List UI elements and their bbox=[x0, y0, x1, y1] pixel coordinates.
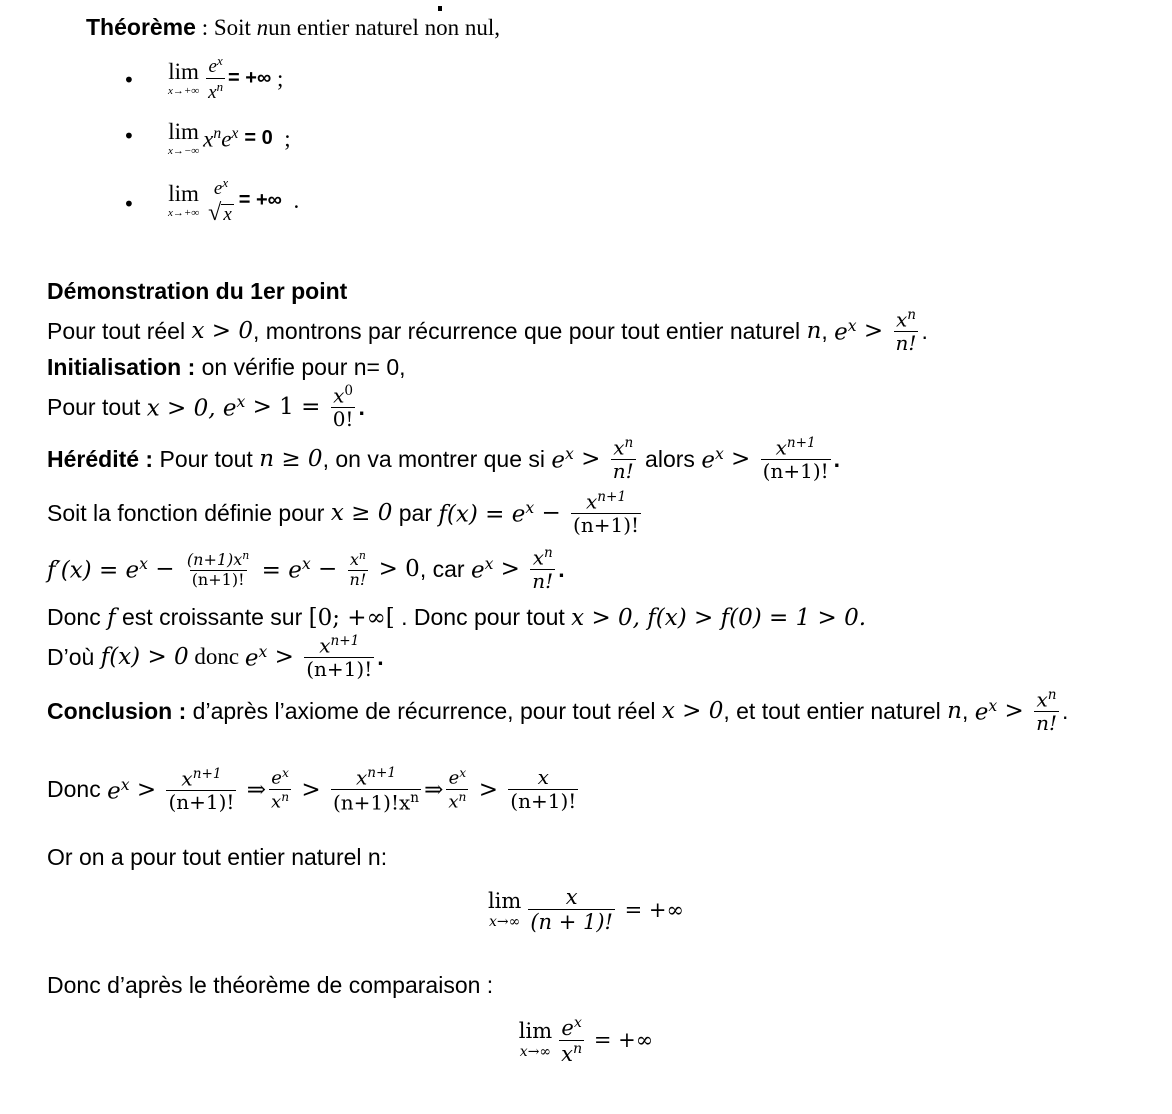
function-definition-line: Soit la fonction définie pour x ≥ 0 par $f(x) = e^x$ − $\frac{x^{n+1}}{(n+1)!}$ bbox=[47, 489, 640, 538]
math-expr: x > 0, $e^x$ bbox=[146, 392, 246, 423]
fraction: $\frac{x^n}{n!}$ bbox=[532, 545, 554, 594]
theorem-limit-3: lim x→+∞ $e^x$ √ x = +∞ . bbox=[168, 175, 300, 227]
fraction: $\frac{x^0}{0!}$ bbox=[332, 383, 354, 432]
bullet: • bbox=[123, 68, 135, 92]
fraction: $\frac{x}{(n+1)!}$ bbox=[510, 765, 577, 814]
theorem-header bbox=[86, 14, 500, 41]
fraction: $\frac{x^n}{n!}$ bbox=[612, 435, 634, 484]
proof-heading: Démonstration du 1er point bbox=[47, 278, 348, 304]
fraction: $\frac{x^{n+1}}{(n+1)!}$ bbox=[306, 633, 373, 682]
lim-word: lim bbox=[168, 119, 199, 144]
heredite-line: Hérédité : Pour tout n ≥ 0 , on va montrer que si $e^x$ > $\frac{x^n}{n!}$ alors $e^x$ > $\frac{x^{n+1}}{(n+1)!}$ . bbox=[47, 435, 841, 484]
heredite-label: Hérédité : bbox=[47, 445, 154, 472]
math-expr: $e^x$ bbox=[834, 316, 857, 347]
theorem-intro-rest: un entier naturel non nul, bbox=[268, 14, 501, 40]
proof-line-1: Pour tout réel x > 0 , montrons par récurrence que pour tout entier naturel n , $e^x$ > $\frac{x^n}{n!}$ . bbox=[47, 307, 928, 356]
initialisation-line: Initialisation : on vérifie pour n= 0, bbox=[47, 354, 406, 380]
fraction: $e^x$ √ x bbox=[208, 175, 232, 227]
lim-subscript: x→−∞ bbox=[168, 145, 200, 157]
theorem-label: Théorème bbox=[86, 14, 196, 40]
sqrt-symbol: √ bbox=[208, 200, 222, 227]
lim-subscript: x→∞ bbox=[519, 1044, 552, 1061]
or-line: Or on a pour tout entier naturel n: bbox=[47, 844, 388, 870]
fraction: $\frac{x^n}{n!}$ bbox=[1036, 687, 1057, 736]
comparison-line: Donc d’après le théorème de comparaison : bbox=[47, 972, 494, 998]
lim-word: lim bbox=[518, 1019, 553, 1044]
lim-word: lim bbox=[168, 59, 199, 85]
lim-subscript: x→+∞ bbox=[168, 207, 200, 220]
limit-result: = +∞ bbox=[228, 67, 272, 90]
derivative-line: $f'(x) = e^x$ − $\frac{(n+1)x^n}{(n+1)!}$ = $e^x$ − $\frac{x^n}{n!}$ > 0 , car $e^x$ > $\frac{x^n}{n!}$ . bbox=[47, 545, 565, 594]
fraction: $\frac{e^x}{x^n}$ bbox=[271, 765, 290, 814]
conclusion-label: Conclusion : bbox=[47, 697, 187, 724]
theorem-intro: : Soit bbox=[195, 14, 257, 40]
fraction: $\frac{x^n}{n!}$ bbox=[895, 307, 917, 356]
dou-line: D’où f(x) > 0 donc $e^x$ > $\frac{x^{n+1}}{(n+1)!}$ . bbox=[47, 633, 384, 682]
theorem-limit-2: lim x→−∞ $x^ne^x$ = 0 ; bbox=[168, 119, 291, 157]
fraction: $\frac{x^{n+1}}{(n+1)!}$ bbox=[573, 489, 640, 538]
theorem-limit-1: lim x→+∞ $\frac{e^x}{x^n}$ = +∞ ; bbox=[168, 53, 284, 104]
increasing-line: Donc f est croissante sur [0; +∞[ . Donc pour tout x > 0, f(x) > f(0) = 1 > 0. bbox=[47, 604, 867, 631]
top-mark bbox=[438, 6, 442, 11]
theorem-var: n bbox=[256, 14, 269, 40]
fraction: $\frac{(n+1)x^n}{(n+1)!}$ bbox=[186, 548, 250, 589]
lim-word: lim bbox=[487, 888, 522, 913]
initialisation-line-2: Pour tout x > 0, $e^x$ > 1 = $\frac{x^0}{0!}$ . bbox=[47, 383, 365, 432]
lim-word: lim bbox=[168, 181, 199, 207]
fraction: $\frac{x}{(n + 1)!}$ bbox=[530, 885, 613, 935]
fraction: $\frac{e^x}{x^n}$ bbox=[448, 765, 467, 814]
initialisation-label: Initialisation : bbox=[47, 354, 196, 380]
fraction: $\frac{x^{n+1}}{(n+1)!x^n}$ bbox=[333, 765, 420, 815]
limit-expr: $x^ne^x$ bbox=[203, 124, 239, 152]
limit-display-2: lim x→∞ $\frac{e^x}{x^n}$ = +∞ bbox=[518, 1015, 654, 1066]
limit-result: = +∞ bbox=[238, 189, 282, 212]
fraction: $\frac{x^{n+1}}{(n+1)!}$ bbox=[168, 765, 235, 815]
lim-subscript: x→+∞ bbox=[168, 85, 200, 98]
fraction: $\frac{x^{n+1}}{(n+1)!}$ bbox=[762, 435, 829, 484]
fraction: $\frac{e^x}{x^n}$ bbox=[561, 1015, 583, 1066]
lim-subscript: x→∞ bbox=[488, 913, 521, 930]
bullet: • bbox=[123, 124, 135, 148]
limit-display-1: lim x→∞ $\frac{x}{(n + 1)!}$ = +∞ bbox=[487, 885, 685, 935]
donc-implication-line: Donc $e^x$ > $\frac{x^{n+1}}{(n+1)!}$ ⇒ $\frac{e^x}{x^n}$ > $\frac{x^{n+1}}{(n+1)!x^n}$ ⇒ $\frac{e^x}{x^n}$ > $\frac{x}{(n+1)!}$ bbox=[47, 765, 577, 815]
bullet: • bbox=[123, 192, 135, 216]
limit-result: = 0 bbox=[244, 127, 273, 149]
fraction: $\frac{x^n}{n!}$ bbox=[349, 548, 367, 589]
conclusion-line: Conclusion : d’après l’axiome de récurrence, pour tout réel x > 0 , et tout entier naturel n , $e^x$ > $\frac{x^n}{n!}$ . bbox=[47, 687, 1069, 736]
fraction: $\frac{e^x}{x^n}$ bbox=[208, 53, 224, 104]
